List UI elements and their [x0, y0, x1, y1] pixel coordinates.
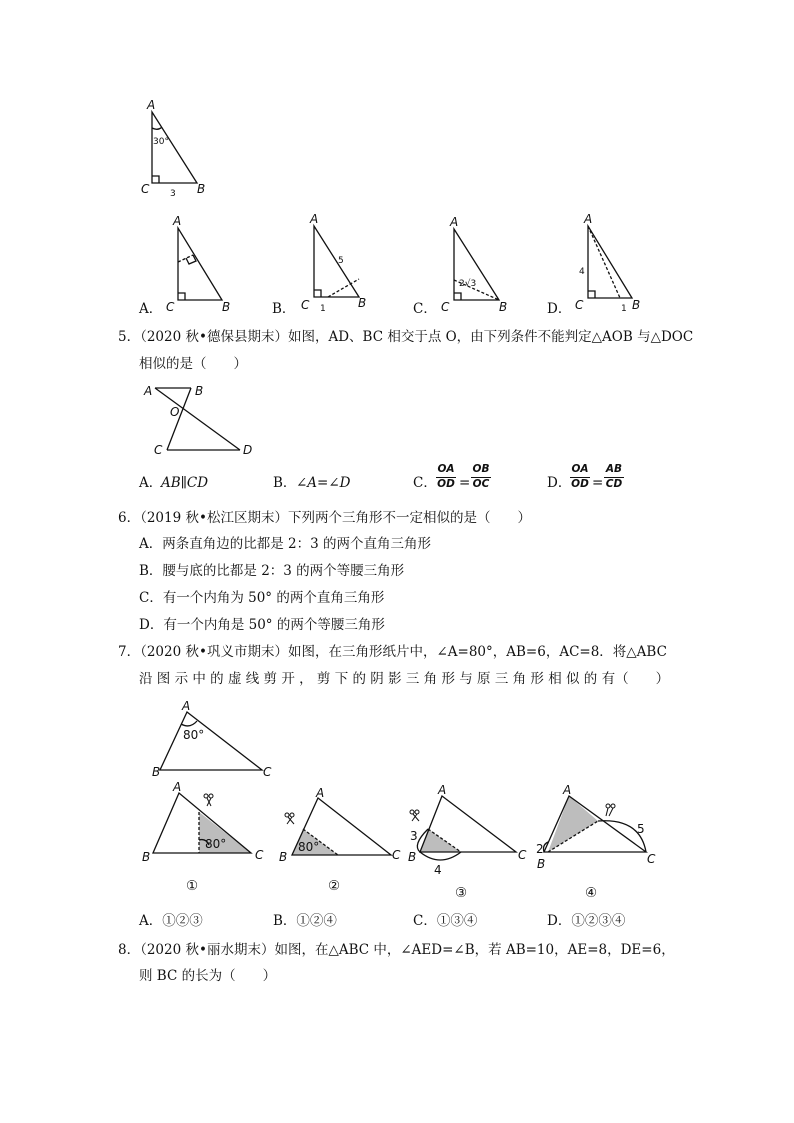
fraction — [471, 464, 491, 490]
q5-option-a-text: AB∥CD — [161, 475, 209, 491]
denominator: CD — [605, 478, 623, 490]
scissors-icon — [285, 813, 294, 824]
label-B: B — [358, 296, 367, 310]
q7-subfig-3 — [417, 796, 516, 860]
fraction — [604, 464, 624, 490]
label-B: B — [632, 298, 641, 312]
q6-option-a[interactable]: A．两条直角边的比都是 2：3 的两个直角三角形 — [139, 536, 432, 552]
q4-option-d-label[interactable]: D． — [547, 301, 572, 317]
label-A: A — [144, 384, 153, 398]
q7-stem-line1: 7．（2020 秋•巩义市期末）如图，在三角形纸片中，∠A=80°，AB=6，AC=8．将△ABC — [118, 644, 667, 660]
label-C: C — [154, 443, 163, 457]
label-C: C — [301, 298, 310, 312]
angle-label: 80° — [298, 840, 320, 854]
label-A: A — [316, 786, 325, 800]
side-label: 5 — [637, 822, 645, 836]
side-label: 4 — [579, 267, 585, 277]
angle-label: 80° — [205, 837, 227, 851]
numerator: OA — [571, 463, 589, 475]
label-C: C — [575, 298, 584, 312]
numerator: AB — [605, 463, 623, 475]
label-D: D — [243, 443, 253, 457]
q7-stem-line2: 沿 图 示 中 的 虚 线 剪 开 ， 剪 下 的 阴 影 三 角 形 与 原 三 角 形 相 似 的 有（ ） — [139, 671, 670, 687]
q4-option-d-figure — [588, 226, 632, 298]
numerator: OA — [437, 463, 455, 475]
equals-sign: = — [459, 475, 471, 491]
q6-option-d[interactable]: D．有一个内角是 50° 的两个等腰三角形 — [139, 617, 385, 633]
label-A: A — [563, 783, 572, 797]
label-B: B — [195, 384, 204, 398]
subfig-tag: ① — [186, 878, 199, 894]
subfig-tag: ③ — [455, 885, 468, 901]
label-B: B — [408, 850, 417, 864]
label-C: C — [141, 182, 150, 196]
q7-main-figure — [160, 712, 262, 770]
label-C: C — [518, 848, 527, 862]
side-label: 5 — [338, 256, 344, 266]
label-A: A — [182, 699, 191, 713]
q7-option-a[interactable]: A．①②③ — [139, 913, 203, 929]
side-label: 2 — [536, 842, 544, 856]
label-C: C — [441, 300, 450, 314]
label-A: A — [584, 212, 593, 226]
angle-label: 80° — [183, 728, 205, 742]
numerator: OB — [472, 463, 490, 475]
label-O: O — [170, 405, 180, 419]
side-label: 3 — [410, 829, 418, 843]
angle-label: 30° — [153, 137, 169, 147]
q6-stem: 6．（2019 秋•松江区期末）下列两个三角形不一定相似的是（ ） — [118, 510, 531, 526]
label-B: B — [537, 857, 546, 871]
label-C: C — [647, 852, 656, 866]
q4-option-a-figure — [178, 228, 222, 300]
q5-option-b-label[interactable]: B． — [273, 475, 297, 491]
q7-subfig-4 — [544, 796, 647, 852]
label-A: A — [147, 98, 156, 112]
q7-option-d[interactable]: D．①②③④ — [547, 913, 626, 929]
q5-option-a-label[interactable]: A． — [139, 475, 163, 491]
scissors-icon — [204, 794, 213, 806]
label-C: C — [166, 300, 175, 314]
q4-option-b-label[interactable]: B． — [272, 301, 296, 317]
side-label: 1 — [320, 304, 326, 314]
denominator: OD — [571, 478, 589, 490]
label-A: A — [310, 212, 319, 226]
side-label: 3 — [170, 189, 176, 199]
q6-option-b[interactable]: B．腰与底的比都是 2：3 的两个等腰三角形 — [139, 563, 405, 579]
q6-option-c[interactable]: C．有一个内角为 50° 的两个直角三角形 — [139, 590, 385, 606]
scissors-icon — [606, 804, 615, 816]
subfig-tag: ④ — [585, 885, 598, 901]
label-B: B — [499, 300, 508, 314]
label-B: B — [142, 850, 151, 864]
label-A: A — [450, 215, 459, 229]
fraction — [570, 464, 590, 490]
label-B: B — [222, 300, 231, 314]
q4-option-c-label[interactable]: C． — [413, 301, 437, 317]
q8-stem-line2: 则 BC 的长为（ ） — [139, 968, 277, 984]
label-C: C — [392, 848, 401, 862]
q5-option-b-text: ∠A=∠D — [296, 475, 351, 491]
label-B: B — [279, 850, 288, 864]
q7-option-c[interactable]: C．①③④ — [413, 913, 478, 929]
fraction — [436, 464, 456, 490]
side-label: 1 — [621, 304, 627, 314]
equals-sign: = — [592, 475, 604, 491]
q7-subfig-1 — [153, 793, 251, 853]
denominator: OC — [472, 478, 490, 490]
q5-stem-line1: 5．（2020 秋•德保县期末）如图，AD、BC 相交于点 O，由下列条件不能判定△AOB 与△DOC — [118, 329, 694, 345]
label-C: C — [263, 765, 272, 779]
q8-stem-line1: 8．（2020 秋•丽水期末）如图，在△ABC 中，∠AED=∠B，若 AB=10，AE=8，DE=6， — [118, 942, 675, 958]
denominator: OD — [437, 478, 455, 490]
length-label: 2√3 — [459, 279, 477, 289]
subfig-tag: ② — [328, 878, 341, 894]
q5-option-c-label[interactable]: C． — [413, 475, 437, 491]
label-B: B — [197, 182, 206, 196]
q5-option-d-label[interactable]: D． — [547, 475, 572, 491]
label-C: C — [255, 848, 264, 862]
q4-option-a-label[interactable]: A． — [139, 301, 163, 317]
label-A: A — [173, 780, 182, 794]
label-A: A — [173, 214, 182, 228]
label-B: B — [152, 765, 161, 779]
q7-option-b[interactable]: B．①②④ — [273, 913, 337, 929]
label-A: A — [438, 783, 447, 797]
q5-stem-line2: 相似的是（ ） — [139, 356, 247, 372]
q4-option-b-figure — [314, 226, 359, 297]
scissors-icon — [410, 810, 419, 821]
side-label: 4 — [434, 863, 442, 877]
